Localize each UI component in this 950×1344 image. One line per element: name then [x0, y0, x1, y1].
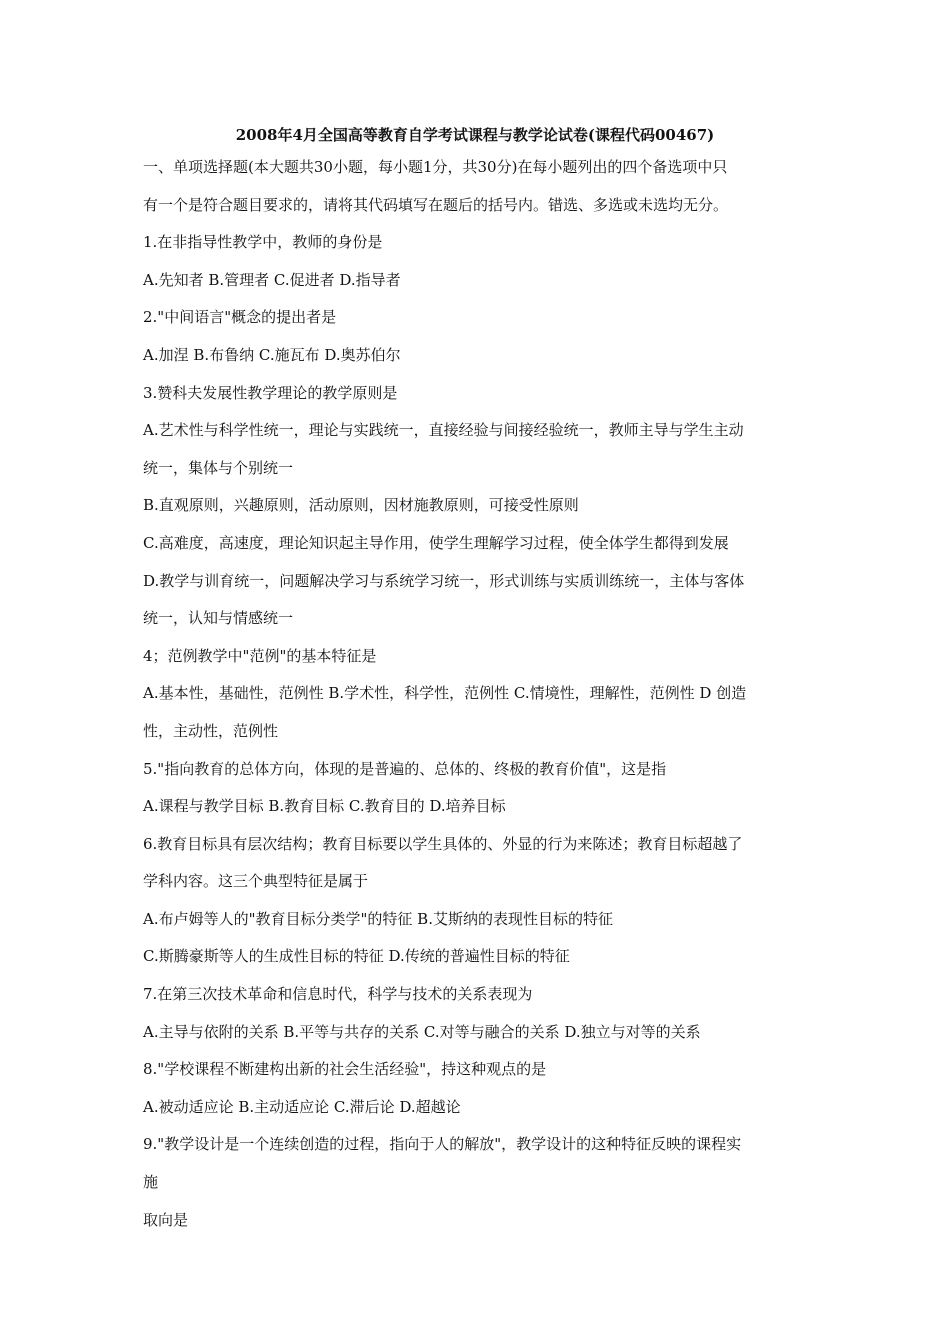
text-line: 1.在非指导性教学中，教师的身份是	[143, 233, 383, 252]
text-line: 施	[143, 1173, 159, 1192]
text-line: B.直观原则，兴趣原则，活动原则，因材施教原则，可接受性原则	[143, 496, 579, 515]
text-line: A.课程与教学目标 B.教育目标 C.教育目的 D.培养目标	[143, 797, 506, 816]
text-line: 5."指向教育的总体方向，体现的是普遍的、总体的、终极的教育价值"，这是指	[143, 759, 667, 778]
text-line: A.布卢姆等人的"教育目标分类学"的特征 B.艾斯纳的表现性目标的特征	[143, 909, 613, 928]
text-line: A.主导与依附的关系 B.平等与共存的关系 C.对等与融合的关系 D.独立与对等的关系	[143, 1022, 701, 1041]
text-line: 性，主动性，范例性	[143, 721, 279, 740]
text-line: 9."教学设计是一个连续创造的过程，指向于人的解放"，教学设计的这种特征反映的课程实	[143, 1135, 742, 1154]
text-line: 8."学校课程不断建构出新的社会生活经验"，持这种观点的是	[143, 1060, 547, 1079]
text-line: 统一，集体与个别统一	[143, 458, 294, 477]
text-line: A.加涅 B.布鲁纳 C.施瓦布 D.奥苏伯尔	[143, 345, 401, 364]
text-line: A.基本性，基础性，范例性 B.学术性，科学性，范例性 C.情境性，理解性，范例性 D 创造	[143, 684, 747, 703]
text-line: A.先知者 B.管理者 C.促进者 D.指导者	[143, 270, 401, 289]
text-line: 2."中间语言"概念的提出者是	[143, 308, 337, 327]
text-line: D.教学与训育统一，问题解决学习与系统学习统一，形式训练与实质训练统一，主体与客体	[143, 571, 745, 590]
text-line: A.被动适应论 B.主动适应论 C.滞后论 D.超越论	[143, 1097, 461, 1116]
text-line: 有一个是符合题目要求的，请将其代码填写在题后的括号内。错选、多选或未选均无分。	[143, 195, 729, 214]
text-line: 4；范例教学中"范例"的基本特征是	[143, 646, 377, 665]
text-line: 学科内容。这三个典型特征是属于	[143, 872, 369, 891]
text-line: A.艺术性与科学性统一，理论与实践统一，直接经验与间接经验统一，教师主导与学生主动	[143, 421, 744, 440]
text-line: 3.赞科夫发展性教学理论的教学原则是	[143, 383, 398, 402]
text-line: C.斯腾豪斯等人的生成性目标的特征 D.传统的普遍性目标的特征	[143, 947, 570, 966]
document-body	[143, 156, 813, 1246]
document-title: 2008年4月全国高等教育自学考试课程与教学论试卷(课程代码00467)	[235, 126, 715, 144]
text-line: 取向是	[143, 1210, 189, 1229]
text-line: 6.教育目标具有层次结构；教育目标要以学生具体的、外显的行为来陈述；教育目标超越了	[143, 834, 743, 853]
text-line: 一、单项选择题(本大题共30小题，每小题1分，共30分)在每小题列出的四个备选项中只	[143, 158, 728, 176]
text-line: C.高难度，高速度，理论知识起主导作用，使学生理解学习过程，使全体学生都得到发展	[143, 533, 729, 552]
text-line: 统一，认知与情感统一	[143, 609, 294, 628]
text-line: 7.在第三次技术革命和信息时代，科学与技术的关系表现为	[143, 985, 533, 1004]
